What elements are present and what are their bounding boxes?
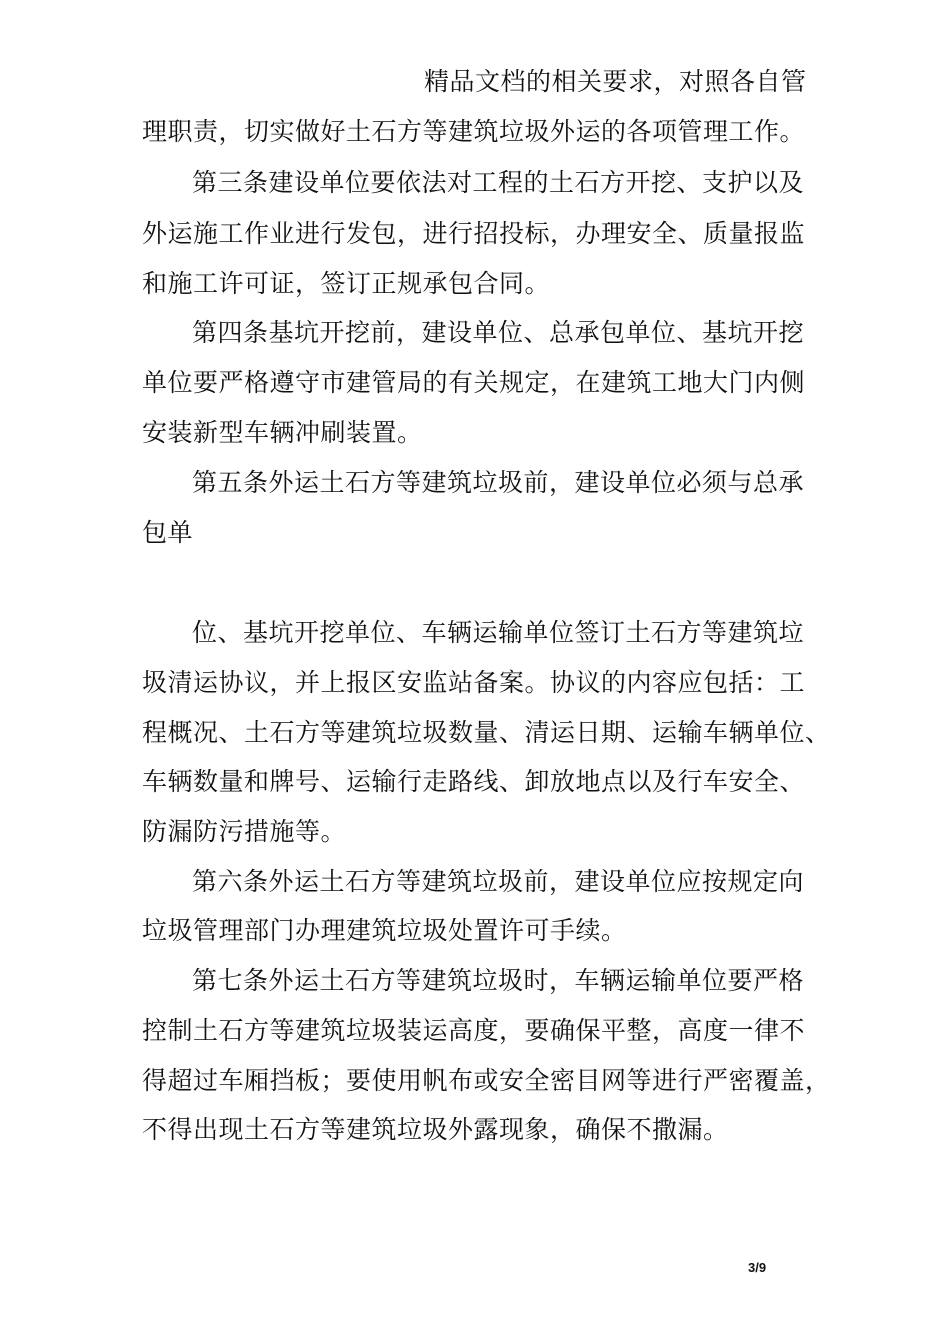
- text-line: 垃圾管理部门办理建筑垃圾处置许可手续。: [142, 916, 627, 945]
- text-line: 防漏防污措施等。: [142, 817, 347, 846]
- text-line: 不得出现土石方等建筑垃圾外露现象，确保不撒漏。: [142, 1115, 729, 1144]
- paragraph-article-7: 第七条外运土石方等建筑垃圾时，车辆运输单位要严格: [192, 966, 805, 995]
- text-line: 包单: [142, 518, 194, 547]
- text-line: 理职责，切实做好土石方等建筑垃圾外运的各项管理工作。: [142, 117, 806, 146]
- text-line: 精品文档的相关要求，对照各自管: [424, 67, 807, 96]
- text-line: 位、基坑开挖单位、车辆运输单位签订土石方等建筑垃: [192, 618, 805, 647]
- text-line: 安装新型车辆冲刷装置。: [142, 418, 423, 447]
- text-line: 外运施工作业进行发包，进行招投标，办理安全、质量报监: [142, 219, 806, 248]
- text-line: 控制土石方等建筑垃圾装运高度，要确保平整，高度一律不: [142, 1016, 806, 1045]
- text-line: 圾清运协议，并上报区安监站备案。协议的内容应包括：工: [142, 668, 806, 697]
- text-line: 车辆数量和牌号、运输行走路线、卸放地点以及行车安全、: [142, 767, 806, 796]
- text-line: 单位要严格遵守市建管局的有关规定，在建筑工地大门内侧: [142, 368, 806, 397]
- paragraph-article-4: 第四条基坑开挖前，建设单位、总承包单位、基坑开挖: [192, 318, 805, 347]
- page-number: 3/9: [748, 1260, 767, 1275]
- paragraph-article-6: 第六条外运土石方等建筑垃圾前，建设单位应按规定向: [192, 867, 805, 896]
- text-line: 程概况、土石方等建筑垃圾数量、清运日期、运输车辆单位、: [142, 718, 831, 747]
- paragraph-article-5: 第五条外运土石方等建筑垃圾前，建设单位必须与总承: [192, 468, 805, 497]
- paragraph-article-3: 第三条建设单位要依法对工程的土石方开挖、支护以及: [192, 168, 805, 197]
- text-line: 和施工许可证，签订正规承包合同。: [142, 269, 551, 298]
- text-line: 得超过车厢挡板；要使用帆布或安全密目网等进行严密覆盖，: [142, 1066, 831, 1095]
